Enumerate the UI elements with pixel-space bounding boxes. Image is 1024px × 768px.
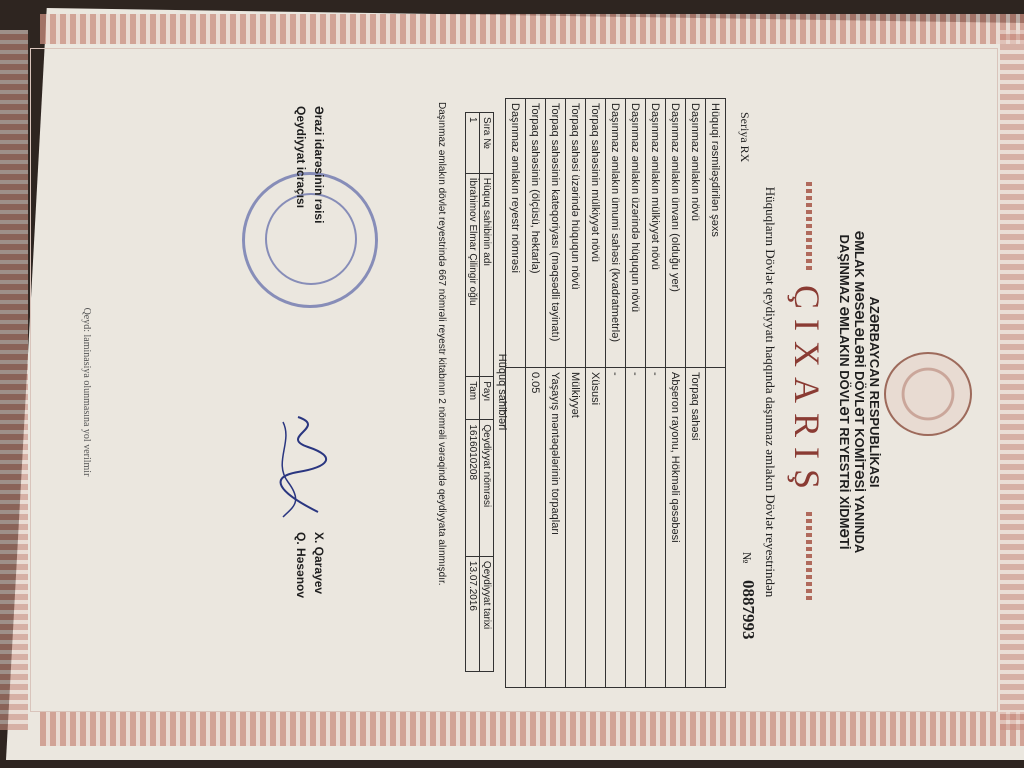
row-label: Daşınmaz əmlakın ünvanı (olduğu yer) <box>666 99 686 368</box>
owners-header-cell: Hüquq sahibinin adı <box>480 173 494 376</box>
ornamental-border-top <box>40 14 1024 44</box>
signature-roles <box>292 106 328 223</box>
owners-header-cell: Qeydiyyat tarixi <box>480 556 494 671</box>
table-row <box>706 99 726 688</box>
owners-caption: Hüquq sahibləri <box>496 353 508 431</box>
header-line-3: DAŞINMAZ ƏMLAKIN DÖVLƏT REYESTRİ XİDMƏTİ <box>837 234 852 550</box>
row-label: Hüquqi rəsmiləşdirilən şəxs <box>706 99 726 368</box>
ornamental-border-right <box>1000 30 1024 730</box>
row-value: Xüsusi <box>586 368 606 688</box>
signature-names <box>292 532 328 598</box>
table-row <box>646 99 666 688</box>
property-table <box>505 98 726 688</box>
row-value <box>506 368 526 688</box>
name-registrar: Q. Həsənov <box>294 532 308 599</box>
table-row <box>626 99 646 688</box>
row-value: Abşeron rayonu, Hökməli qəsəbəsi <box>666 368 686 688</box>
ornamental-border-bottom <box>40 712 1024 746</box>
table-row <box>606 99 626 688</box>
row-label: Torpaq sahəsinin kateqoriyası (məqsədli təyinatı) <box>546 99 566 368</box>
row-label: Daşınmaz əmlakın reyestr nömrəsi <box>506 99 526 368</box>
row-label: Daşınmaz əmlakın ümumi sahəsi (kvadratmetrlə) <box>606 99 626 368</box>
document-subtitle: Hüquqların Dövlət qeydiyyatı haqqında daşınmaz əmlakın Dövlət reyestrindən <box>763 186 778 598</box>
header-line-1: AZƏRBAYCAN RESPUBLİKASI <box>867 296 882 488</box>
owners-cell: Tam <box>466 377 480 420</box>
certificate-content <box>58 72 978 712</box>
handwritten-signature-icon <box>268 412 338 522</box>
role-registrar: Qeydiyyat icraçısı <box>294 106 308 209</box>
owners-table <box>465 112 494 672</box>
owners-cell: 1616010208 <box>466 420 480 557</box>
row-value: Mülkiyyət <box>566 368 586 688</box>
ornamental-border-left <box>0 30 28 730</box>
title-ornament-right <box>806 512 812 602</box>
owners-cell: 13.07.2016 <box>466 556 480 671</box>
state-emblem-icon <box>884 352 972 436</box>
table-row <box>686 99 706 688</box>
series-label: Seriya RX <box>738 112 752 163</box>
table-row <box>586 99 606 688</box>
owners-row <box>466 113 480 672</box>
row-value: Torpaq sahəsi <box>686 368 706 688</box>
table-row <box>526 99 546 688</box>
row-label: Torpaq sahəsinin mülkiyyət növü <box>586 99 606 368</box>
name-head: X. Qarayev <box>312 532 326 595</box>
footer-note: Qeyd: laminasiya olunmasına yol verilmir <box>81 307 92 477</box>
number-sign: № <box>740 552 754 564</box>
owners-header-cell: Sıra № <box>480 113 494 174</box>
owners-cell: İbrahimov Elmar Çilingir oğlu <box>466 173 480 376</box>
role-head: Ərazi idarəsinin rəisi <box>312 106 326 224</box>
row-label: Daşınmaz əmlakın üzərində hüququn növü <box>626 99 646 368</box>
table-row <box>666 99 686 688</box>
row-value <box>706 368 726 688</box>
table-row <box>546 99 566 688</box>
row-value: 0.05 <box>526 368 546 688</box>
table-row <box>506 99 526 688</box>
row-value: Yaşayış məntəqələrinin torpaqları <box>546 368 566 688</box>
header-line-2: ƏMLAK MƏSƏLƏLƏRİ DÖVLƏT KOMİTƏSİ YANINDA <box>852 230 867 554</box>
row-value: - <box>646 368 666 688</box>
row-label: Daşınmaz əmlakın mülkiyyət növü <box>646 99 666 368</box>
row-label: Daşınmaz əmlakın növü <box>686 99 706 368</box>
row-label: Torpaq sahəsinin (ölçüsü, hektarla) <box>526 99 546 368</box>
row-value: - <box>626 368 646 688</box>
owners-header-cell: Qeydiyyat nömrəsi <box>480 420 494 557</box>
registry-note: Daşınmaz əmlakın dövlət reyestrində 667 nömrəli reyestr kitabının 2 nömrəli vərəqində qeydiyyata alınmışdır. <box>436 102 447 586</box>
owners-cell: 1 <box>466 113 480 174</box>
row-value: - <box>606 368 626 688</box>
table-row <box>566 99 586 688</box>
document-title: ÇIXARIŞ <box>787 284 827 500</box>
row-label: Torpaq sahəsi üzərində hüququn növü <box>566 99 586 368</box>
document-number: 0887993 <box>739 580 758 640</box>
owners-header-cell: Payı <box>480 377 494 420</box>
